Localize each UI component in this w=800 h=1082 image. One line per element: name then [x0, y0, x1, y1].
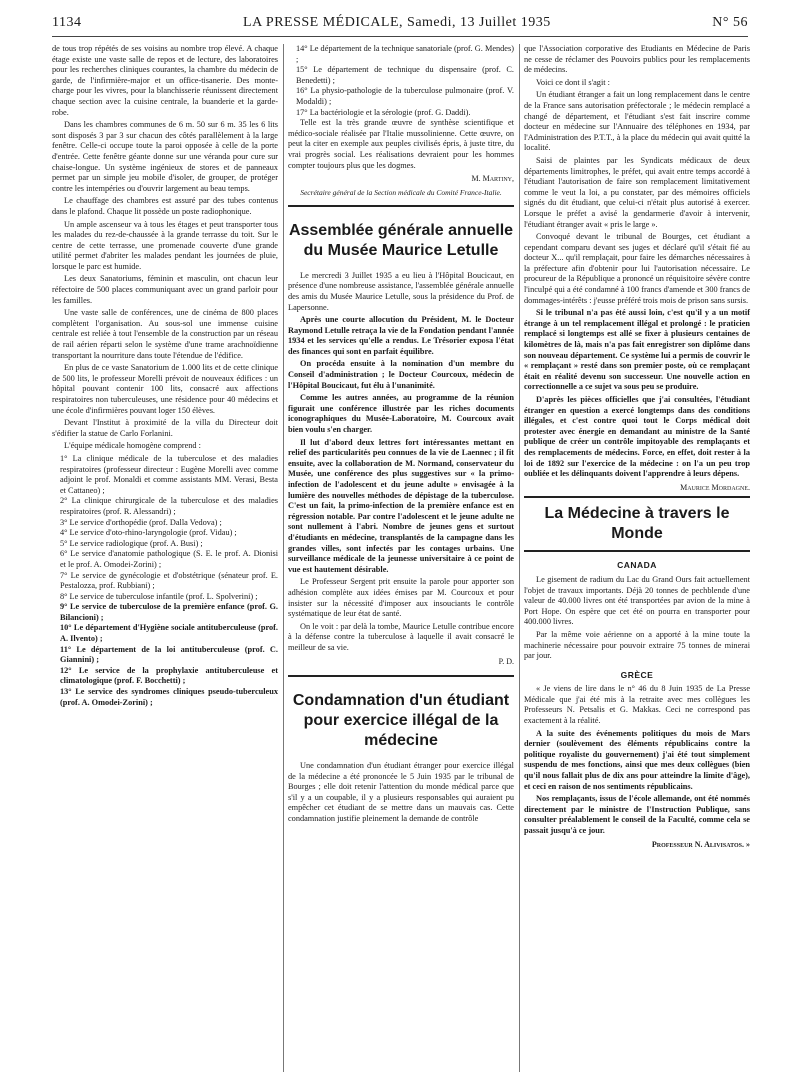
column-1: [52, 44, 278, 1072]
list-item: 3° Le service d'orthopédie (prof. Dalla Vedova) ;: [60, 517, 222, 527]
list-item: 8° Le service de tuberculose infantile (prof. L. Spolverini) ;: [60, 591, 258, 601]
column-3: [524, 44, 750, 1072]
paragraph: Le gisement de radium du Lac du Grand Ours fait actuellement l'objet de travaux importants. Déjà 20 tonnes de pechblende d'une valeur de 40.000 livres ont été transportées par avion de la mine à Port Hope. On espère que cet été on pourra en transporter pour 400.000 livres.: [524, 574, 750, 627]
list-item: 13° Le service des syndromes cliniques pseudo-tuberculeux (prof. A. Omodei-Zorini) ;: [60, 687, 278, 707]
paragraph: Une vaste salle de conférences, une de cinéma de 800 places complètent l'organisation. Au sous-sol une immense cuisine centrale est reliée à tout l'ensemble de la construction par un réseau de rail aérien réparti selon le système d'une trame arachnoïdienne transportant la nourriture dans toute l'étendue de l'édifice.: [52, 308, 278, 360]
list-item: 17° La bactériologie et la sérologie (prof. G. Daddi).: [296, 107, 471, 117]
paragraph: Une condamnation d'un étudiant étranger pour exercice illégal de la médecine a été prononcée le 5 Juin 1935 par le tribunal de Bourges ; elle doit retenir l'attention du monde médical parce que s'il y a un coupable, il y a plusieurs responsables qui auraient pu empêcher cet étudiant de se mettre dans un mauvais cas. Cette condamnation justifie pleinement la demande de contrôle: [288, 761, 514, 824]
list-item: 2° La clinique chirurgicale de la tuberculose et des maladies respiratoires (prof. R. Alessandri) ;: [60, 496, 278, 516]
paragraph: Le chauffage des chambres est assuré par des tubes contenus dans le plafond. Chaque lit possède un poste radiophonique.: [52, 196, 278, 216]
paragraph: D'après les pièces officielles que j'ai consultées, l'étudiant étranger en question a exercé longtemps dans des conditions illégales, et c'est contre quoi tout le Corps médical doit protester avec énergie en demandant au ministre de la Santé publique de créer un contrôle impitoyable des remplaçants et des remplacements de médecins. Force, en effet, doit rester à la loi de 1892 sur l'exercice de la médecine : on l'a un peu trop oubliée et les délinquants doivent l'apprendre à leurs dépens.: [524, 395, 750, 479]
signature: M. Martiny,: [471, 174, 514, 184]
issue-number: N° 56: [712, 15, 748, 30]
paragraph: Telle est la très grande œuvre de synthèse scientifique et médico-sociale réalisée par l'Italie mussolinienne. Cette œuvre, on peut la citer en exemple aux peuples civilisés épris, à juste titre, du vrai progrès social. Les réalisations devraient pour les hommes compter toujours plus que les dogmes.: [288, 118, 514, 170]
paragraph: En plus de ce vaste Sanatorium de 1.000 lits et de cette clinique de 500 lits, le professeur Morelli prévoit de nouveaux édifices : un hôpital pouvant contenir 100 lits, consacré aux affections respiratoires non tuberculeuses, une résidence pour 40 médecins et une école d'infirmières pouvant loger 150 élèves.: [52, 363, 278, 415]
medical-team-list-continued: [288, 44, 514, 118]
list-item: 7° Le service de gynécologie et d'obstétrique (sénateur prof. E. Pestalozza, prof. Rubbiani) ;: [60, 570, 278, 591]
paragraph: Comme les autres années, au programme de la réunion figurait une conférence illustrée par les riches documents iconographiques du Musée-Laboratoire, M. Courcoux avait bien voulu s'en charger.: [288, 393, 514, 435]
country-heading: CANADA: [617, 560, 657, 571]
page-number: 1134: [52, 15, 82, 30]
list-item: 5° Le service radiologique (prof. A. Busi) ;: [60, 538, 203, 548]
article-divider: [288, 675, 514, 677]
paragraph: Dans les chambres communes de 6 m. 50 sur 6 m. 35 les 6 lits sont disposés 3 par 3 sur chacun des côtés parallèlement à la large fenêtre. Celle-ci occupe toute la paroi opposée à celle de la porte d'entrée. Cette fenêtre géante donne sur une véranda pour cure sur chaise-longue. Un système ingénieux de stores et de panneaux permet par un simple jeu mobile d'isoler, de grouper, de protéger contre les intempéries ou d'ouvrir largement au beau temps.: [52, 120, 278, 193]
column-divider: [519, 44, 520, 1072]
paragraph: Il lut d'abord deux lettres fort intéressantes mettant en relief des particularités peu connues de la vie de Laennec ; il fit ensuite, avec la collaboration de M. Normand, conservateur du Musée, une conférence des plus suggestives sur « la primo-infection de l'adolescent et du jeune adulte » envisagée à la lumière des nouvelles méthodes de dépistage de la tuberculose. C'est un fait, la primo-infection de la première enfance est en régression notable. Par contre l'adolescent et le jeune adulte ne sont nullement à l'abri. Nombre de jeunes gens et surtout d'étudiants en médecine, transplantés de la campagne dans les grandes villes, sont infectés par les contages urbains. Une surveillance médicale de la jeunesse universitaire à ce point de vue est hautement désirable.: [288, 437, 514, 574]
paragraph: On le voit : par delà la tombe, Maurice Letulle contribue encore à la défense contre la tuberculose à laquelle il avait consacré le meilleur de sa vie.: [288, 621, 514, 652]
list-item: 14° Le département de la technique sanatoriale (prof. G. Mendes) ;: [296, 44, 514, 64]
signature-role: Secrétaire général de la Section médicale du Comité France-Italie.: [300, 187, 502, 197]
paragraph: Par la même voie aérienne on a apporté à la mine toute la machinerie nécessaire pour pouvoir extraire 75 tonnes de minerai par jour.: [524, 629, 750, 661]
article-title: Condamnation d'un étudiant pour exercice illégal de la médecine: [292, 692, 510, 750]
paragraph: Un ample ascenseur va à tous les étages et peut transporter tous les malades du rez-de-chaussée à la grande terrasse du toit. Sur le centre de cette terrasse, une promenade couverte d'une grande utilité permet d'abriter les malades pendant les journées de pluie, lorsque le parc est humide.: [52, 219, 278, 271]
signature: Maurice Mordagne.: [680, 482, 750, 492]
paragraph: Devant l'Institut à proximité de la villa du Directeur doit s'édifier la statue de Carlo Forlanini.: [52, 418, 278, 438]
medical-team-list: [52, 454, 278, 708]
section-title: La Médecine à travers le Monde: [544, 505, 730, 543]
paragraph: A la suite des événements politiques du mois de Mars dernier (soulèvement des éléments républicains contre la politique royaliste du gouvernement) j'ai été tout simplement suspendu de mes fonctions, ainsi que mes deux collègues (bien qu'il nous fallait plus de dix ans pour atteindre la limite d'âge), et ceci en raison de nos sentiments républicains.: [524, 728, 750, 791]
article-title: Assemblée générale annuelle du Musée Maurice Letulle: [288, 221, 514, 259]
paragraph: On procéda ensuite à la nomination d'un membre du Conseil d'administration ; le Docteur Courcoux, médecin de l'Hôpital Boucicaut, fut élu à l'unanimité.: [288, 359, 514, 390]
list-item: 4° Le service d'oto-rhino-laryngologie (prof. Vidau) ;: [60, 528, 237, 538]
signature: Professeur N. Alivisatos. »: [651, 839, 750, 849]
paragraph: Nos remplaçants, issus de l'école allemande, ont été nommés directement par le ministre de l'Instruction Publique, sans consulter préalablement le conseil de la Faculté, comme cela se passait jusqu'à ce jour.: [524, 794, 750, 835]
list-item: 10° Le département d'Hygiène sociale antituberculeuse (prof. A. Ilvento) ;: [60, 623, 278, 644]
list-item: 6° Le service d'anatomie pathologique (S. E. le prof. A. Dionisi et le prof. A. Omodei-Zorini) ;: [60, 549, 278, 569]
column-2: [288, 44, 514, 1072]
country-heading: GRÈCE: [620, 669, 654, 680]
paragraph: Saisi de plaintes par les Syndicats médicaux de deux départements limitrophes, le préfet, qui avait entre temps accordé à l'étudiant l'autorisation de faire son remplacement limitativement comme le veut la loi, a pu constater, par des mémoires officiels signés du dit étudiant, que celui-ci n'était plus autorisé à exercer. Lorsque le préfet a avisé la gendarmerie d'avoir à intervenir, l'étudiant étranger avait « pris le large ».: [524, 155, 750, 229]
list-item: 9° Le service de tuberculose de la première enfance (prof. G. Bilancioni) ;: [60, 602, 278, 622]
publication-title: LA PRESSE MÉDICALE, Samedi, 13 Juillet 1935: [243, 15, 551, 30]
article-divider: [288, 205, 514, 207]
page-header: [52, 10, 748, 37]
paragraph: L'équipe médicale homogène comprend :: [64, 441, 201, 451]
paragraph: Si le tribunal n'a pas été aussi loin, c'est qu'il y a un motif étrange à un tel remplacement illégal et prolongé : le praticien remplacé si longtemps est allé se fixer à plusieurs centaines de kilomètres de là, mais n'a pas fait enregistrer son diplôme dans son nouveau département. Ce système lui a permis de couvrir le « remplaçant » resté dans son premier poste, où ce remplaçant était en réalité devenu son successeur. Une nouvelle action en correctionnelle a ce sujet va sous peu se produire.: [524, 308, 750, 392]
paragraph: de tous trop répétés de ses voisins au nombre trop élevé. A chaque étage existe une vaste salle de repos et de lecture, des laboratoires pour les recherches cliniques courantes, la chambre du médecin de garde, de l'infirmière-major et un office-tisanerie. Des monte-charge pour les vivres, pour la blanchisserie réunissent directement chaque section avec la cuisine centrale, la buanderie et la garde-robe.: [52, 44, 278, 117]
paragraph: Convoqué devant le tribunal de Bourges, cet étudiant a cependant comparu devant ses juges et déclaré qu'il s'était fié au docteur X... qu'il remplaçait, pour faire les démarches nécessaires à la préfecture afin d'obtenir pour lui l'autorisation nécessaire. Le procureur de la République a prononcé un réquisitoire sévère contre l'inculpé qui a été condamné à 100 francs d'amende et 300 francs de dommages-intérêts : j'eusse préféré trois mois de prison sans sursis.: [524, 232, 750, 305]
paragraph: Le Professeur Sergent prit ensuite la parole pour apporter son adhésion complète aux idées émises par M. Courcoux et pour insister sur la nécessité d'imposer aux insouciants le contrôle systématique de leur état de santé.: [288, 577, 514, 619]
paragraph: que l'Association corporative des Etudiants en Médecine de Paris ne cesse de réclamer des Pouvoirs publics pour les remplacements de médecins.: [524, 44, 750, 75]
paragraph: Voici ce dont il s'agit :: [536, 77, 610, 87]
signature: P. D.: [498, 656, 514, 666]
paragraph: Après une courte allocution du Président, M. le Docteur Raymond Letulle retraça la vie de la Fondation pendant l'année 1934 et les services qu'elle a rendus. Le Trésorier exposa l'état des finances qui sont en parfait équilibre.: [288, 315, 514, 356]
list-item: 11° Le département de la loi antituberculeuse (prof. C. Giannini) ;: [60, 644, 278, 665]
paragraph: « Je viens de lire dans le n° 46 du 8 Juin 1935 de La Presse Médicale que j'ai été mis à la retraite avec mes collègues les Professeurs N. Petsalis et G. Makkas. Ceci ne correspond pas exactement à la réalité.: [524, 684, 750, 726]
list-item: 16° La physio-pathologie de la tuberculose pulmonaire (prof. V. Modaldi) ;: [296, 86, 514, 106]
list-item: 15° Le département de technique du dispensaire (prof. C. Benedetti) ;: [296, 65, 514, 85]
paragraph: Le mercredi 3 Juillet 1935 a eu lieu à l'Hôpital Boucicaut, en présence d'une nombreuse assistance, l'assemblée générale annuelle des amis du Musée Maurice Letulle, sous la présidence du Prof. de Lapersonne.: [288, 270, 514, 312]
section-header: [524, 496, 750, 552]
paragraph: Un étudiant étranger a fait un long remplacement dans le centre de la France sans autorisation préfectorale ; le médecin remplacé a changé de département, et l'étudiant s'est fait inscrire comme docteur en médecine sur l'Annuaire des téléphones en 1934, par l'Administration des P.T.T., à la place du médecin qui avait quitté la localité.: [524, 90, 750, 153]
list-item: 1° La clinique médicale de la tuberculose et des maladies respiratoires (professeur directeur : Eugène Morelli avec comme adjoint le prof. Monaldi et comme assistants MM. Verasi, Besta et Cattaneo) ;: [60, 453, 278, 495]
paragraph: Les deux Sanatoriums, féminin et masculin, ont chacun leur réfectoire de 500 places communiquant avec un grand parloir pour les familles.: [52, 274, 278, 305]
list-item: 12° Le service de la prophylaxie antituberculeuse et climatologique (prof. F. Bocchetti) ;: [60, 665, 278, 686]
column-divider: [283, 44, 284, 1072]
